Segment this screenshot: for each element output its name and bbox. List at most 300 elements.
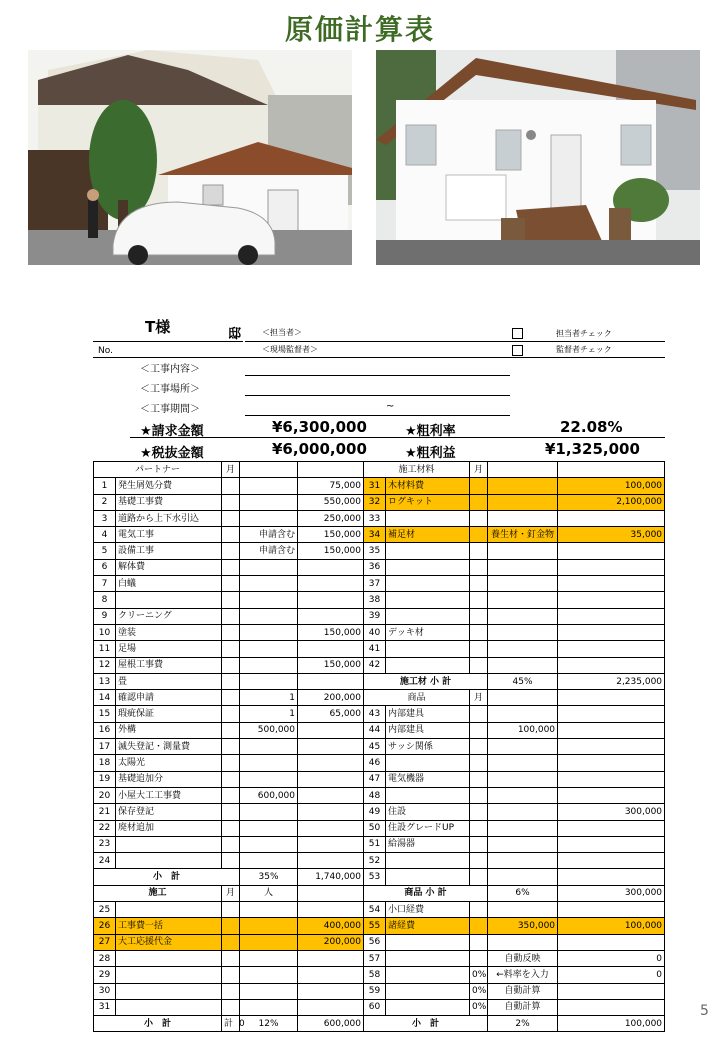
left-row-number: 7 [94,576,116,592]
left-row-number: 14 [94,690,116,706]
charge-line [245,341,665,342]
construction-total-unit-count [222,1016,245,1032]
work-location-line [245,395,510,396]
construction-amount-cell [298,950,364,966]
left-month-cell [222,836,240,852]
construction-row-number: 27 [94,934,116,950]
left-month-cell [222,641,240,657]
construction-total-label: 小 計 [94,1016,222,1032]
table-row [94,690,665,706]
construction-row-number: 26 [94,918,116,934]
construction-amount-cell [298,999,364,1015]
left-subtotal-label: 小 計 [94,869,240,885]
right-month-cell [470,592,488,608]
left-row-number: 12 [94,657,116,673]
cost-table-body [94,462,665,1032]
table-row [94,706,665,722]
left-detail-cell [240,624,298,640]
construction-row-number: 30 [94,983,116,999]
right-row-number: 37 [364,576,386,592]
left-month-cell [222,853,240,869]
right-row-number: 43 [364,706,386,722]
construction-person-cell [240,918,298,934]
right-item-name: 木材料費 [386,478,470,494]
left-month-cell [222,624,240,640]
right-detail-cell [488,559,558,575]
right-month-cell [470,641,488,657]
right-detail-cell [488,902,558,918]
work-location-label: ＜工事場所＞ [140,384,200,395]
right-amount-cell [558,853,665,869]
left-detail-cell [240,559,298,575]
right-item-name [386,641,470,657]
table-row [94,885,665,901]
left-amount-cell: 550,000 [298,494,364,510]
right-amount-cell [558,771,665,787]
right-month-cell [470,527,488,543]
customer-name: T様 [145,318,171,336]
right-row-number: 32 [364,494,386,510]
left-row-number: 16 [94,722,116,738]
construction-person-cell [240,934,298,950]
construction-amount-cell: 200,000 [298,934,364,950]
table-row [94,624,665,640]
left-item-name: 廃材追加 [116,820,222,836]
right-month-cell [470,478,488,494]
table-row [94,592,665,608]
right-row-number: 47 [364,771,386,787]
right-row-number: 35 [364,543,386,559]
right-row-number: 52 [364,853,386,869]
right-amount-cell [558,869,665,885]
table-row [94,739,665,755]
right-amount-cell [558,543,665,559]
table-row [94,543,665,559]
construction-total-amount: 600,000 [298,1016,364,1032]
left-detail-cell [240,576,298,592]
table-row [94,999,665,1015]
right-amount-cell [558,787,665,803]
right-amount-cell: 100,000 [558,918,665,934]
right-row-number: 51 [364,836,386,852]
right-amount-cell [558,722,665,738]
table-row [94,673,665,689]
period-tilde: ~ [386,401,395,412]
left-amount-cell [298,804,364,820]
right-row-number: 58 [364,967,386,983]
right-row-number: 46 [364,755,386,771]
right-detail-cell [488,624,558,640]
right-month-header: 月 [470,462,488,478]
table-row [94,722,665,738]
left-detail-cell: 申請含む [240,543,298,559]
right-row-number: 50 [364,820,386,836]
right-item-name [386,869,470,885]
left-amount-cell [298,608,364,624]
left-row-number: 8 [94,592,116,608]
left-amount-cell [298,559,364,575]
margin-rate-value: 22.08% [560,418,623,436]
left-item-name [116,836,222,852]
right-detail-cell [488,934,558,950]
right-amount-cell [558,999,665,1015]
construction-header: 施工 [94,885,222,901]
left-detail-cell: 1 [240,706,298,722]
house-suffix: 邸 [228,327,242,342]
left-amount-cell: 150,000 [298,527,364,543]
right-month-header: 月 [470,690,488,706]
left-detail-cell [240,755,298,771]
left-month-cell [222,722,240,738]
right-month-cell [470,608,488,624]
left-amount-cell [298,853,364,869]
left-detail-cell [240,641,298,657]
right-item-name: サッシ関係 [386,739,470,755]
right-month-cell [470,771,488,787]
construction-row-number: 25 [94,902,116,918]
left-amount-cell: 150,000 [298,624,364,640]
left-item-name [116,853,222,869]
left-item-name: 屋根工事費 [116,657,222,673]
left-month-cell [222,559,240,575]
left-item-name: 道路から上下水引込 [116,510,222,526]
left-month-cell [222,494,240,510]
work-period-line [245,415,510,416]
right-row-number: 45 [364,739,386,755]
construction-person-header: 人 [240,885,298,901]
right-amount-cell [558,983,665,999]
table-row [94,869,665,885]
supervisor-check-box[interactable] [512,345,523,356]
left-amount-cell: 65,000 [298,706,364,722]
left-detail-cell [240,739,298,755]
margin-label: ★粗利益 [405,446,456,461]
table-row [94,853,665,869]
right-item-name: 住設グレードUP [386,820,470,836]
construction-person-cell [240,999,298,1015]
right-detail-cell: 養生材・釘金物 [488,527,558,543]
left-detail-cell [240,804,298,820]
right-detail-cell [488,543,558,559]
left-amount-cell [298,771,364,787]
left-row-number: 22 [94,820,116,836]
left-row-number: 15 [94,706,116,722]
right-item-name: 内部建具 [386,722,470,738]
right-month-cell: 0% [470,999,488,1015]
construction-amount-cell [298,983,364,999]
right-month-cell [470,950,488,966]
left-month-header: 月 [222,462,240,478]
left-item-name: 電気工事 [116,527,222,543]
right-detail-cell [488,641,558,657]
left-item-name: 滅失登記・測量費 [116,739,222,755]
left-detail-cell [240,608,298,624]
construction-total-unit: 計 [224,1018,234,1029]
table-row [94,950,665,966]
supervisor-check-label: 監督者チェック [556,345,612,354]
right-month-cell [470,755,488,771]
left-item-name: 発生屑処分費 [116,478,222,494]
house-photo-right [376,50,700,265]
left-month-cell [222,510,240,526]
right-month-cell: 0% [470,983,488,999]
page-title: 原価計算表 [284,13,435,46]
left-detail-cell [240,657,298,673]
construction-amount-cell: 400,000 [298,918,364,934]
construction-row-number: 31 [94,999,116,1015]
right-subtotal-pct: 45% [488,673,558,689]
right-detail-cell: ←料率を入力 [488,967,558,983]
left-item-name: 太陽光 [116,755,222,771]
table-row [94,918,665,934]
left-month-cell [222,755,240,771]
table-row [94,902,665,918]
site-supervisor-label: ＜現場監督者＞ [262,345,318,354]
construction-total-pct: 12% [240,1016,298,1032]
right-item-name [386,592,470,608]
table-row [94,983,665,999]
right-item-name: 住設 [386,804,470,820]
table-row [94,755,665,771]
left-month-cell [222,706,240,722]
left-detail-cell [240,853,298,869]
left-amount-cell: 150,000 [298,657,364,673]
left-amount-cell [298,739,364,755]
left-item-name: 基礎追加分 [116,771,222,787]
construction-item-name: 大工応援代金 [116,934,222,950]
left-row-number: 11 [94,641,116,657]
page-number: 5 [700,1003,709,1019]
no-line [93,357,665,358]
construction-person-cell [240,967,298,983]
right-detail-cell [488,657,558,673]
right-month-cell: 0% [470,967,488,983]
left-row-number: 3 [94,510,116,526]
right-subtotal-label: 施工材 小 計 [364,673,488,689]
right-amount-cell [558,608,665,624]
right-item-name [386,967,470,983]
right-amount-cell [558,657,665,673]
left-item-name: 確認申請 [116,690,222,706]
right-detail-cell [488,755,558,771]
left-row-number: 1 [94,478,116,494]
left-item-name: 基礎工事費 [116,494,222,510]
right-row-number: 41 [364,641,386,657]
construction-month-header: 月 [222,885,240,901]
right-row-number: 49 [364,804,386,820]
left-month-cell [222,657,240,673]
right-row-number: 38 [364,592,386,608]
left-amount-cell: 75,000 [298,478,364,494]
right-month-cell [470,543,488,559]
left-month-cell [222,820,240,836]
left-amount-cell [298,592,364,608]
right-amount-cell [558,755,665,771]
left-row-number: 17 [94,739,116,755]
table-row [94,527,665,543]
right-item-name: 電気機器 [386,771,470,787]
table-row [94,1016,665,1032]
construction-row-number: 29 [94,967,116,983]
construction-item-name [116,999,222,1015]
right-row-number: 60 [364,999,386,1015]
left-item-name: 白蟻 [116,576,222,592]
right-item-name: 諸経費 [386,918,470,934]
right-subtotal-amount: 100,000 [558,1016,665,1032]
right-row-number: 39 [364,608,386,624]
left-row-number: 21 [94,804,116,820]
house-photo-left [28,50,352,265]
table-row [94,836,665,852]
table-row [94,576,665,592]
right-subtotal-label: 商品 小 計 [364,885,488,901]
left-row-number: 10 [94,624,116,640]
left-detail-cell [240,771,298,787]
right-detail-cell: 自動計算 [488,983,558,999]
table-row [94,510,665,526]
right-item-name [386,787,470,803]
person-check-label: 担当者チェック [556,329,612,338]
right-row-number: 33 [364,510,386,526]
left-row-number: 24 [94,853,116,869]
construction-item-name [116,950,222,966]
construction-person-cell [240,950,298,966]
right-amount-cell: 2,100,000 [558,494,665,510]
right-month-cell [470,853,488,869]
left-detail-cell [240,820,298,836]
right-subtotal-amount: 2,235,000 [558,673,665,689]
right-item-name: 給湯器 [386,836,470,852]
cost-table [93,461,665,1032]
left-row-number: 9 [94,608,116,624]
right-amount-cell [558,836,665,852]
right-month-cell [470,918,488,934]
construction-month-cell [222,983,240,999]
empty-cell [558,690,665,706]
left-month-cell [222,576,240,592]
left-month-cell [222,690,240,706]
person-in-charge-label: ＜担当者＞ [262,328,302,337]
table-row [94,559,665,575]
right-month-cell [470,706,488,722]
left-detail-cell [240,478,298,494]
table-row [94,934,665,950]
right-amount-cell: 0 [558,967,665,983]
right-detail-cell [488,836,558,852]
construction-month-cell [222,999,240,1015]
left-row-number: 4 [94,527,116,543]
left-row-number: 2 [94,494,116,510]
table-row [94,771,665,787]
construction-person-cell [240,983,298,999]
right-row-number: 53 [364,869,386,885]
billing-line [130,437,665,438]
right-month-cell [470,559,488,575]
left-row-number: 18 [94,755,116,771]
left-item-name [116,592,222,608]
left-month-cell [222,527,240,543]
right-row-number: 34 [364,527,386,543]
right-section-header: 商品 [364,690,470,706]
right-month-cell [470,836,488,852]
right-row-number: 55 [364,918,386,934]
left-item-name: 塗装 [116,624,222,640]
left-amount-cell [298,576,364,592]
right-item-name: デッキ材 [386,624,470,640]
right-subtotal-amount: 300,000 [558,885,665,901]
work-content-line [245,375,510,376]
right-item-name: 内部建具 [386,706,470,722]
right-month-cell [470,494,488,510]
right-month-cell [470,820,488,836]
right-item-name [386,983,470,999]
right-row-number: 31 [364,478,386,494]
left-detail-cell: 500,000 [240,722,298,738]
left-item-name: 足場 [116,641,222,657]
right-month-cell [470,576,488,592]
right-month-cell [470,934,488,950]
construction-item-name [116,967,222,983]
construction-row-number: 28 [94,950,116,966]
left-item-name: クリーニング [116,608,222,624]
right-amount-cell: 0 [558,950,665,966]
left-amount-cell [298,722,364,738]
right-month-cell [470,722,488,738]
right-subtotal-pct: 6% [488,885,558,901]
left-month-cell [222,739,240,755]
right-detail-cell: 自動反映 [488,950,558,966]
right-detail-cell [488,494,558,510]
right-item-name [386,934,470,950]
left-amount-cell [298,787,364,803]
empty-cell [558,462,665,478]
customer-underline [93,341,243,342]
table-row [94,787,665,803]
empty-cell [240,462,298,478]
table-row [94,820,665,836]
right-row-number: 40 [364,624,386,640]
left-detail-cell: 600,000 [240,787,298,803]
right-item-name [386,576,470,592]
table-row [94,641,665,657]
person-check-box[interactable] [512,328,523,339]
construction-total-count: 0 [239,1018,245,1029]
right-amount-cell [558,934,665,950]
left-month-cell [222,804,240,820]
right-row-number: 42 [364,657,386,673]
right-amount-cell [558,706,665,722]
empty-cell [488,462,558,478]
left-item-name: 解体費 [116,559,222,575]
right-section-header: 施工材料 [364,462,470,478]
right-detail-cell: 350,000 [488,918,558,934]
construction-month-cell [222,902,240,918]
right-item-name: ログキット [386,494,470,510]
no-label: No. [98,346,113,356]
left-amount-cell: 250,000 [298,510,364,526]
right-amount-cell [558,624,665,640]
left-row-number: 19 [94,771,116,787]
right-item-name [386,999,470,1015]
table-row [94,608,665,624]
margin-rate-label: ★粗利率 [405,424,456,439]
right-amount-cell: 100,000 [558,478,665,494]
left-detail-cell [240,494,298,510]
construction-person-cell [240,902,298,918]
construction-item-name [116,983,222,999]
construction-amount-cell [298,902,364,918]
right-amount-cell [558,641,665,657]
